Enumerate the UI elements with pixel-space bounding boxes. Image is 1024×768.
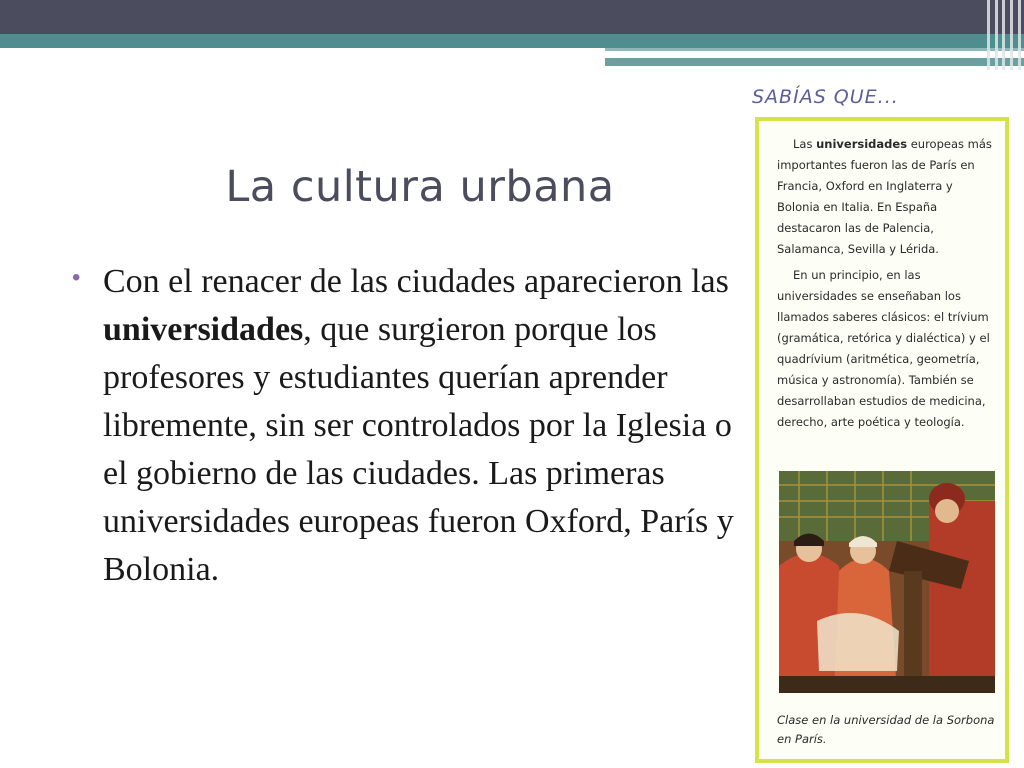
sidebar-para1-start: Las xyxy=(793,137,817,151)
sidebar-para1-end: europeas más importantes fueron las de París en Francia, Oxford en Inglaterra y Bolonia en Italia. En España destacaron las de Palencia, Salamanca, Sevilla y Lérida. xyxy=(777,137,992,256)
slide-title: La cultura urbana xyxy=(225,162,615,212)
bullet-bold-term: universidades xyxy=(103,311,304,348)
sidebar-paragraph-1 xyxy=(777,134,999,260)
painting-caption: Clase en la universidad de la Sorbona en París. xyxy=(777,713,995,746)
header-teal-band xyxy=(0,34,1024,48)
header-bar xyxy=(0,0,1024,34)
header-stripes xyxy=(985,0,1024,70)
sidebar-text xyxy=(777,134,999,433)
bullet-text-start: Con el renacer de las ciudades aparecieron las xyxy=(103,263,729,300)
painting-illustration xyxy=(779,471,995,693)
sidebar-box xyxy=(755,117,1009,763)
header-accent-line xyxy=(605,48,1024,51)
bullet-text xyxy=(103,258,752,594)
sidebar-paragraph-2: En un principio, en las universidades se enseñaban los llamados saberes clásicos: el trívium (gramática, retórica y dialéctica) y el quadrívium (aritmética, geometría, música y astronomía). También se desarrollaban estudios de medicina, derecho, arte poética y teología. xyxy=(777,268,990,429)
bullet-item xyxy=(72,258,752,594)
painting-image xyxy=(779,471,995,693)
header-accent-bar xyxy=(605,58,1024,66)
sidebar-para1-bold: universidades xyxy=(816,137,908,151)
sidebar-heading: SABÍAS QUE... xyxy=(752,86,899,108)
bullet-text-end: , que surgieron porque los profesores y estudiantes querían aprender libremente, sin ser controlados por la Iglesia o el gobierno de las ciudades. Las primeras universidades europeas fueron Oxford, París y Bolonia. xyxy=(103,311,734,588)
bullet-icon: • xyxy=(72,264,81,291)
